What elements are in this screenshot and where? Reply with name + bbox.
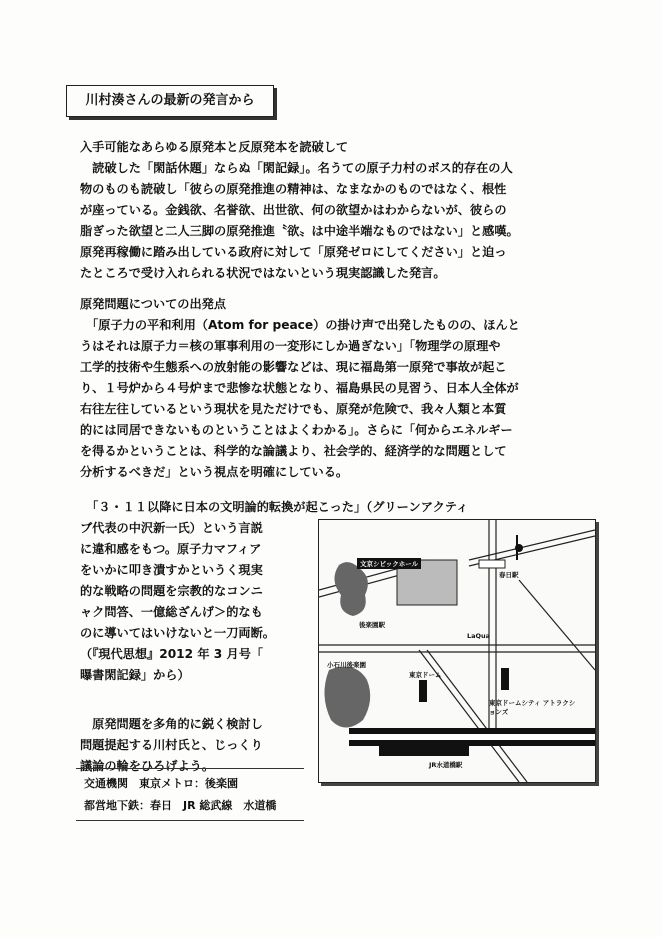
map-label-venue: 文京シビックホール [357, 558, 421, 569]
paragraph-line: を得るかということは、科学的な論議より、社会学的、経済学的な問題として [80, 444, 507, 458]
paragraph-line: をいかに叩き潰すかというく現実 [80, 563, 263, 577]
paragraph-line: 問題提起する川村氏と、じっくり [80, 738, 263, 752]
paragraph-line: 物のものも読破し「彼らの原発推進の精神は、なまなかのものではなく、根性 [80, 182, 507, 196]
paragraph-2 [80, 315, 590, 483]
transport-line-2: 都営地下鉄：春日 JR 総武線 水道橋 [84, 799, 277, 812]
paragraph-line: 原発再稼働に踏み出している政府に対して「原発ゼロにしてください」と迫っ [80, 245, 507, 259]
access-map [318, 519, 596, 783]
heading-2-text: 原発問題についての出発点 [80, 297, 227, 311]
heading-1 [80, 137, 590, 158]
map-label-korakuen: 後楽園駅 [359, 621, 385, 629]
map-label-kasuga: 春日駅 [499, 571, 519, 579]
paragraph-line: 議論の輪をひろげよう。 [80, 759, 215, 773]
map-label-dome-city: 東京ドームシティ アトラクションズ [489, 699, 576, 716]
map-label-koishikawa: 小石川後楽園 [327, 661, 366, 669]
paragraph-line: が座っている。金銭欲、名誉欲、出世欲、何の欲望かはわからないが、彼らの [80, 203, 507, 217]
map-label-suidobashi: JR水道橋駅 [429, 761, 463, 769]
divider-bottom [76, 820, 304, 821]
paragraph-line: 分析するべきだ」という視点を明確にしている。 [80, 465, 349, 479]
heading-1-text: 入手可能なあらゆる原発本と反原発本を読破して [80, 140, 349, 154]
paragraph-line: 的な戦略の問題を宗教的なコンニ [80, 584, 263, 598]
paragraph-line: 脂ぎった欲望と二人三脚の原発推進〝欲〟は中途半端なものではない」と感嘆。 [80, 224, 519, 238]
paragraph-line: たところで受け入れられる状況ではないという現実認識した発言。 [80, 266, 446, 280]
map-label-dome: 東京ドーム [409, 671, 442, 679]
paragraph-line: ャク問答、一億総ざんげ＞的なも [80, 605, 263, 619]
paragraph-line: 読破した「閑話休題」ならぬ「閑記録」。名うての原子力村のボス的存在の人 [80, 161, 513, 175]
paragraph-1 [80, 158, 590, 284]
paragraph-line: （『現代思想』2012 年 3 月号「 [80, 647, 264, 661]
paragraph-line: 的には同居できないものということはよくわかる」。さらに「何からエネルギー [80, 423, 513, 437]
paragraph-line: 原発問題を多角的に鋭く検討し [80, 717, 263, 731]
section-title-box [66, 85, 274, 117]
paragraph-line: り、１号炉から４号炉まで悲惨な状態となり、福島県民の見習う、日本人全体が [80, 381, 519, 395]
paragraph-line: に違和感をもつ。原子力マフィア [80, 542, 262, 556]
paragraph-line: 「原子力の平和利用（Atom for peace）の掛け声で出発したものの、ほんと [80, 318, 520, 332]
divider-top [76, 768, 304, 769]
paragraph-line: 工学的技術や生態系への放射能の影響などは、現に福島第一原発で事故が起こ [80, 360, 507, 374]
paragraph-line: のに導いてはいけないと一刀両断。 [80, 626, 275, 640]
paragraph-line: ブ代表の中沢新一氏）という言説 [80, 521, 263, 535]
paragraph-line: 「３・１１以降に日本の文明論的転換が起こった」（グリーンアクティ [80, 500, 469, 514]
heading-2 [80, 294, 590, 315]
section-title: 川村湊さんの最新の発言から [85, 93, 255, 108]
paragraph-line: 曝書閑記録」から） [80, 668, 190, 682]
map-label-laqua: LaQua [467, 632, 491, 640]
paragraph-line: うはそれは原子力＝核の軍事利用の一変形にしか過ぎない」「物理学の原理や [80, 339, 501, 353]
paragraph-line: 右往左往しているという現状を見ただけでも、原発が危険で、我々人類と本質 [80, 402, 507, 416]
transport-line-1: 交通機関 東京メトロ：後楽園 [84, 777, 238, 790]
